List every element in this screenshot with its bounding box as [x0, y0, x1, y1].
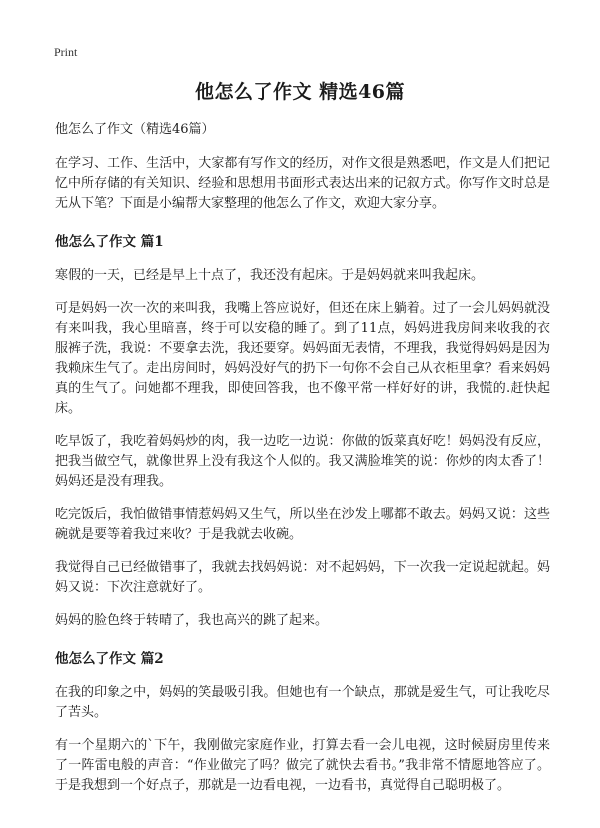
section-heading-1: 他怎么了作文 篇1 — [55, 234, 164, 250]
article-subtitle: 他怎么了作文（精选46篇） — [55, 122, 215, 137]
section-heading-2: 他怎么了作文 篇2 — [55, 651, 164, 667]
paragraph: 妈妈的脸色终于转晴了，我也高兴的跳了起来。 — [55, 613, 329, 628]
intro-paragraph: 在学习、工作、生活中，大家都有写作文的经历，对作文很是熟悉吧，作文是人们把记忆中所存储的有关知识、经验和思想用书面形式表达出来的记叙方式。你写作文时总是无从下笔？下面是小编帮大家整理的他怎么了作文，欢迎大家分享。 — [55, 156, 550, 211]
paragraph: 寒假的一天，已经是早上十点了，我还没有起床。于是妈妈就来叫我起床。 — [55, 268, 485, 283]
paragraph: 吃早饭了，我吃着妈妈炒的肉，我一边吃一边说：你做的饭菜真好吃！妈妈没有反应，把我当做空气，就像世界上没有我这个人似的。我又满脸堆笑的说：你炒的肉太香了！妈妈还是没有理我。 — [55, 434, 550, 489]
paragraph: 在我的印象之中，妈妈的笑最吸引我。但她也有一个缺点，那就是爱生气，可让我吃尽了苦头。 — [55, 685, 550, 720]
paragraph: 我觉得自己已经做错事了，我就去找妈妈说：对不起妈妈，下一次我一定说起就起。妈妈又说：下次注意就好了。 — [55, 560, 550, 595]
print-link[interactable]: Print — [54, 45, 78, 59]
paragraph: 有一个星期六的`下午，我刚做完家庭作业，打算去看一会儿电视，这时候厨房里传来了一阵雷电般的声音：“作业做完了吗？做完了就快去看书。”我非常不情愿地答应了。于是我想到一个好点子，那就是一边看电视，一边看书，真觉得自己聪明极了。 — [55, 738, 550, 793]
paragraph: 吃完饭后，我怕做错事情惹妈妈又生气，所以坐在沙发上哪都不敢去。妈妈又说：这些碗就是要等着我过来收？于是我就去收碗。 — [55, 507, 550, 542]
article-body — [55, 120, 550, 809]
page-title: 他怎么了作文 精选46篇 — [194, 81, 406, 103]
paragraph: 可是妈妈一次一次的来叫我，我嘴上答应说好，但还在床上躺着。过了一会儿妈妈就没有来叫我，我心里暗喜，终于可以安稳的睡了。到了11点，妈妈进我房间来收我的衣服裤子洗，我说：不要拿去洗，我还要穿。妈妈面无表情，不理我，我觉得妈妈是因为我赖床生气了。走出房间时，妈妈没好气的扔下一句你不会自己从衣柜里拿？看来妈妈真的生气了。问她都不理我，即使回答我，也不像平常一样好好的讲，我慌的.赶快起床。 — [55, 301, 550, 416]
